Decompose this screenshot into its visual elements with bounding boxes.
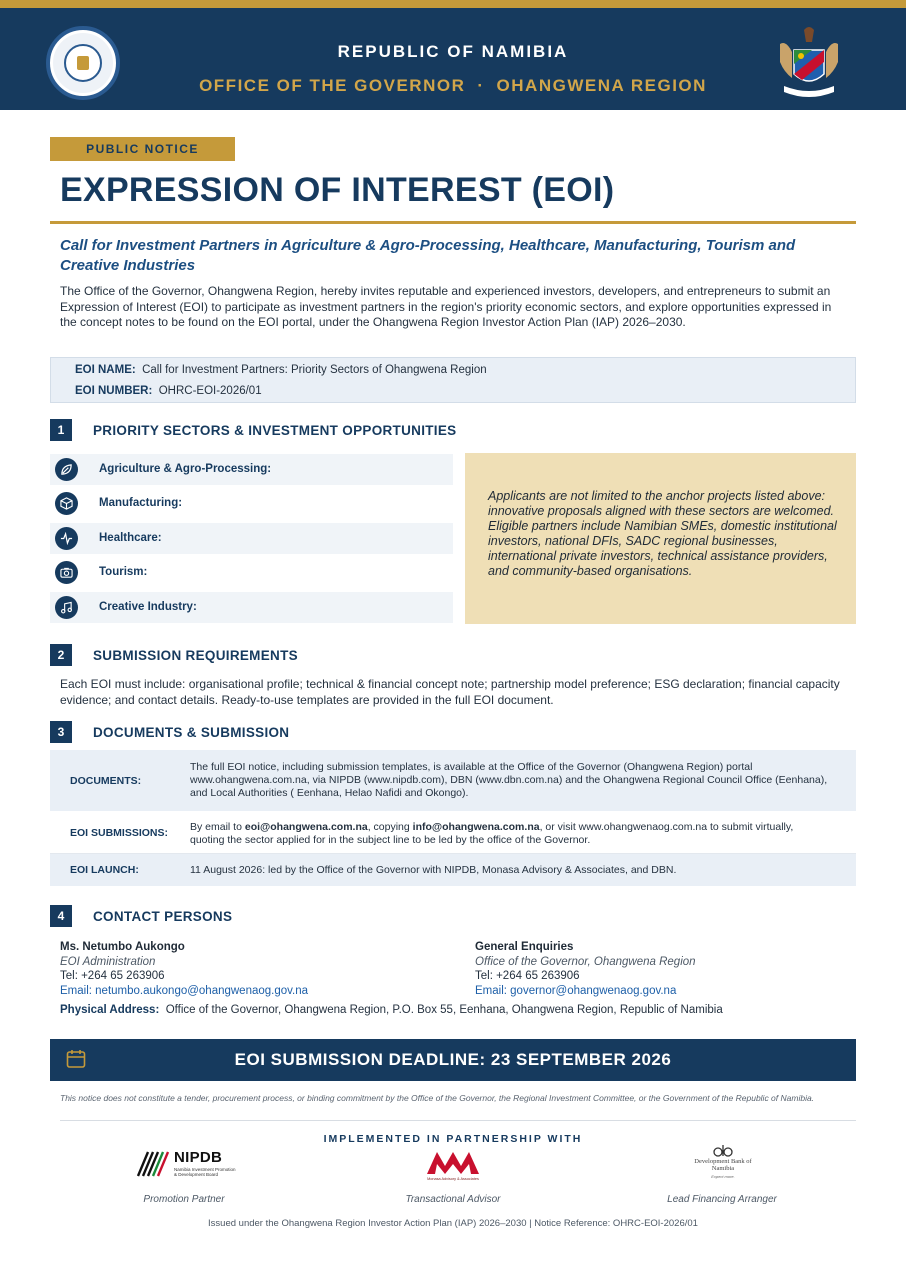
section-3-number: 3 <box>50 721 72 743</box>
contact-email-row <box>60 984 308 999</box>
partner-role-promotion: Promotion Partner <box>143 1194 225 1205</box>
monasa-subtitle: Monasa Advisory & Associates <box>427 1177 479 1181</box>
eoi-name-row <box>75 364 487 376</box>
documents-value: The full EOI notice, including submission templates, is available at the Office of the Governor (Ohangwena Region) portal www.ohangwena.com.na, via NIPDB (www.nipdb.com), DBN (www.dbn.com.na) and the Ohangwena Regional Council Office (Eenhana), and Local Authorities ( Eenhana, Helao Nafidi and Okongo). <box>190 761 828 799</box>
launch-label: EOI LAUNCH: <box>70 864 139 876</box>
partners-divider <box>60 1120 856 1121</box>
box-icon <box>55 492 78 515</box>
eoi-name-label: EOI NAME: <box>75 364 136 376</box>
header-office: OFFICE OF THE GOVERNOR <box>199 76 466 95</box>
submissions-label: EOI SUBMISSIONS: <box>70 827 169 839</box>
email-label: Email: <box>475 984 511 997</box>
header-office-line <box>0 76 906 96</box>
launch-row <box>50 854 856 886</box>
sector-note-box <box>465 453 856 624</box>
section-3-title: DOCUMENTS & SUBMISSION <box>93 725 290 740</box>
partner-role-financing: Lead Financing Arranger <box>667 1194 777 1205</box>
dbn-name: Development Bank of Namibia <box>694 1158 752 1172</box>
address-value: Office of the Governor, Ohangwena Region, P.O. Box 55, Eenhana, Ohangwena Region, Republic of Namibia <box>165 1004 723 1016</box>
monasa-logo <box>424 1150 482 1184</box>
footer-reference: Issued under the Ohangwena Region Investor Action Plan (IAP) 2026–2030 | Notice Reference: OHRC-EOI-2026/01 <box>208 1218 698 1229</box>
pulse-icon <box>55 527 78 550</box>
page-title: EXPRESSION OF INTEREST (EOI) <box>60 171 615 209</box>
eoi-number-label: EOI NUMBER: <box>75 385 153 397</box>
sector-item-manufacturing <box>50 488 453 519</box>
contact-name: Ms. Netumbo Aukongo <box>60 941 185 953</box>
eoi-number-value: OHRC-EOI-2026/01 <box>158 385 262 397</box>
header-country: REPUBLIC OF NAMIBIA <box>337 42 569 61</box>
section-1-title: PRIORITY SECTORS & INVESTMENT OPPORTUNITIES <box>93 423 457 438</box>
nipdb-mark-icon <box>136 1150 170 1178</box>
contact-role: Office of the Governor, Ohangwena Region <box>475 955 696 968</box>
leaf-icon <box>55 458 78 481</box>
page-header <box>0 8 906 110</box>
music-note-icon <box>55 596 78 619</box>
submissions-text: , or visit www.ohangwenaog.com.na to submit virtually, quoting the sector applied for in the subject line to be led by the office of the Governor. <box>190 821 794 846</box>
intro-paragraph: The Office of the Governor, Ohangwena Region, hereby invites reputable and experienced investors, developers, and entrepreneurs to submit an Expression of Interest (EOI) to participate as investment partners in the region's priority economic sectors, and explore opportunities expressed in the concept notes to be found on the EOI portal, under the Ohangwena Region Investor Action Plan (IAP) 2026–2030. <box>60 284 832 329</box>
section-1-number: 1 <box>50 419 72 441</box>
documents-row <box>50 750 856 811</box>
contact-tel: Tel: +264 65 263906 <box>60 970 165 982</box>
contact-email-row <box>475 984 696 999</box>
copy-email-link[interactable]: info@ohangwena.com.na <box>412 821 540 833</box>
sector-name: Creative Industry: <box>99 601 197 613</box>
namibia-coat-of-arms-icon <box>774 22 844 102</box>
contact-email-link[interactable]: netumbo.aukongo@ohangwenaog.gov.na <box>95 984 309 997</box>
email-label: Email: <box>60 984 96 997</box>
nipdb-logo <box>136 1148 236 1180</box>
partner-role-transactional: Transactional Advisor <box>405 1194 501 1205</box>
launch-value: 11 August 2026: led by the Office of the Governor with NIPDB, Monasa Advisory & Associates, and DBN. <box>190 864 677 876</box>
contact-email-link[interactable]: governor@ohangwenaog.gov.na <box>510 984 677 997</box>
dbn-logo <box>692 1144 754 1184</box>
eoi-details-box <box>50 357 856 403</box>
section-2-title: SUBMISSION REQUIREMENTS <box>93 648 298 663</box>
section-2-number: 2 <box>50 644 72 666</box>
deadline-banner <box>50 1039 856 1081</box>
header-separator: · <box>477 76 485 95</box>
submissions-row <box>50 811 856 854</box>
sector-item-tourism <box>50 557 453 588</box>
page-subtitle: Call for Investment Partners in Agriculture & Agro-Processing, Healthcare, Manufacturing, Tourism and Creative Industries <box>60 237 796 274</box>
physical-address <box>60 1004 723 1016</box>
dbn-tagline: Expect more. <box>711 1174 735 1179</box>
disclaimer-text: This notice does not constitute a tender, procurement process, or binding commitment by the Office of the Governor, the Regional Investment Committee, or the Government of the Republic of Namibia. <box>60 1093 815 1103</box>
section-4-title: CONTACT PERSONS <box>93 909 233 924</box>
sector-name: Tourism: <box>99 566 148 578</box>
submission-email-link[interactable]: eoi@ohangwena.com.na <box>244 821 368 833</box>
sector-name: Healthcare: <box>99 532 162 544</box>
contact-role: EOI Administration <box>60 955 156 968</box>
documents-label: DOCUMENTS: <box>70 775 142 787</box>
nipdb-wordmark: NIPDB <box>174 1149 223 1166</box>
sector-item-agriculture <box>50 454 453 485</box>
submissions-text: , copying <box>367 821 413 833</box>
dbn-mark-icon <box>712 1144 734 1157</box>
contact-tel: Tel: +264 65 263906 <box>475 970 580 982</box>
contact-card-general <box>475 940 696 998</box>
title-divider <box>50 221 856 224</box>
sector-note-text: Applicants are not limited to the anchor projects listed above: innovative proposals aligned with these sectors are welcomed. Eligible partners include Namibian SMEs, domestic institutional investors, national DFIs, SADC regional businesses, international private investors, technical assistance providers, and community-based organisations. <box>488 489 837 578</box>
top-gold-bar <box>0 0 906 8</box>
eoi-number-row <box>75 385 262 397</box>
contact-name: General Enquiries <box>475 941 574 953</box>
partners-title: IMPLEMENTED IN PARTNERSHIP WITH <box>323 1133 583 1145</box>
address-label: Physical Address: <box>60 1004 160 1016</box>
sector-name: Manufacturing: <box>99 497 183 509</box>
monasa-mark-icon <box>425 1150 481 1176</box>
public-notice-tag: PUBLIC NOTICE <box>50 137 235 161</box>
sector-name: Agriculture & Agro-Processing: <box>99 463 272 475</box>
eoi-name-value: Call for Investment Partners: Priority Sectors of Ohangwena Region <box>142 364 487 376</box>
submissions-text: By email to <box>190 821 245 833</box>
camera-icon <box>55 561 78 584</box>
header-region: OHANGWENA REGION <box>496 76 707 95</box>
nipdb-subtitle: Namibia Investment Promotion & Development Board <box>174 1167 236 1177</box>
sector-item-healthcare <box>50 523 453 554</box>
section-4-number: 4 <box>50 905 72 927</box>
deadline-text: EOI SUBMISSION DEADLINE: 23 SEPTEMBER 2026 <box>234 1050 672 1069</box>
requirements-text: Each EOI must include: organisational profile; technical & financial concept note; partnership model preference; ESG declaration; financial capacity evidence; and contact details. Ready-to-use templates are provided in the full EOI document. <box>60 677 840 707</box>
contact-card-admin <box>60 940 308 998</box>
submissions-value <box>190 821 830 847</box>
sector-item-creative <box>50 592 453 623</box>
